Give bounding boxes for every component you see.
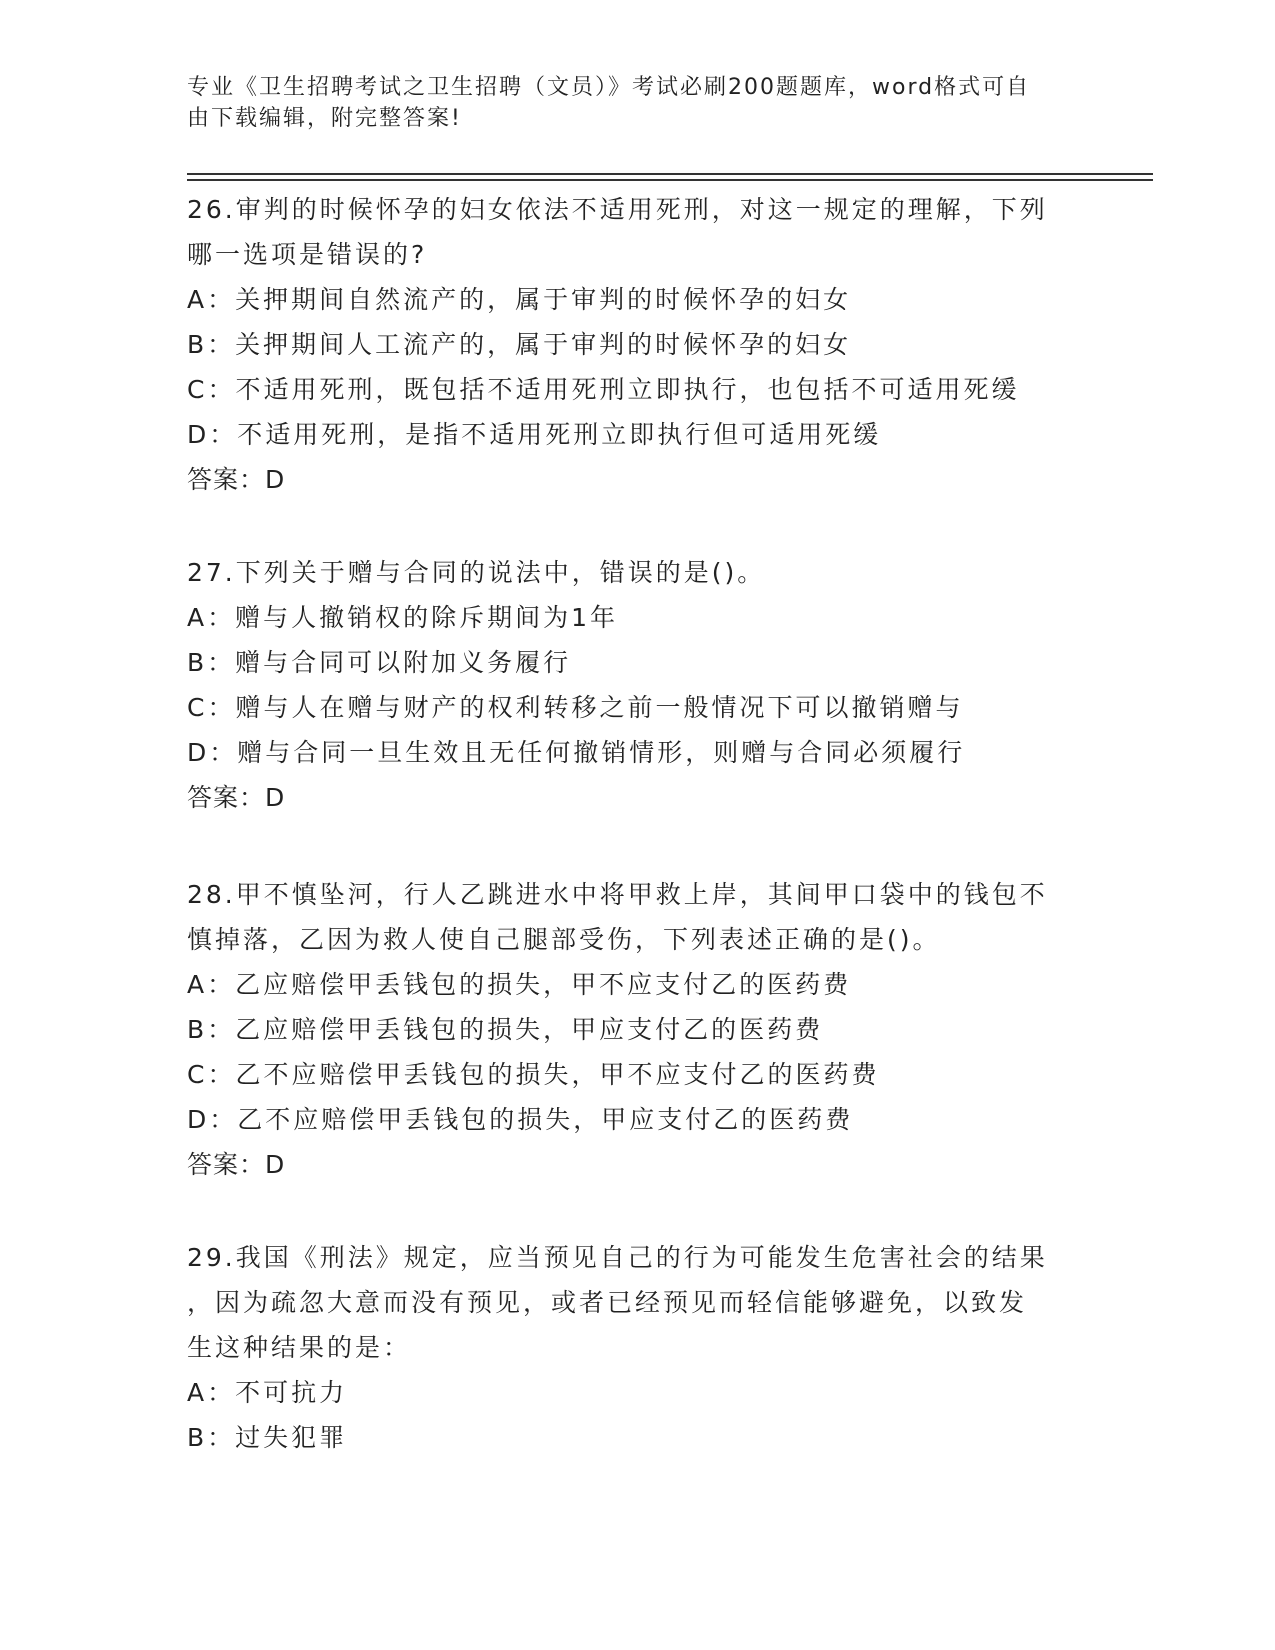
question-29 <box>187 1235 1087 1460</box>
header-divider-top <box>187 173 1153 175</box>
question-26-text-line-1: 26.审判的时候怀孕的妇女依法不适用死刑，对这一规定的理解，下列 <box>187 195 1048 224</box>
question-26-option-c: C：不适用死刑，既包括不适用死刑立即执行，也包括不可适用死缓 <box>187 375 1020 404</box>
question-28-option-d: D：乙不应赔偿甲丢钱包的损失，甲应支付乙的医药费 <box>187 1105 854 1134</box>
question-29-option-b: B：过失犯罪 <box>187 1423 348 1452</box>
question-28-text-line-2: 慎掉落，乙因为救人使自己腿部受伤，下列表述正确的是()。 <box>187 925 941 954</box>
question-27-answer: 答案：D <box>187 783 286 812</box>
question-29-text-line-3: 生这种结果的是： <box>187 1333 412 1362</box>
question-26 <box>187 187 1087 502</box>
question-27-text-line-1: 27.下列关于赠与合同的说法中，错误的是()。 <box>187 558 766 587</box>
header-line-2: 由下载编辑，附完整答案! <box>187 106 462 131</box>
question-28-text-line-1: 28.甲不慎坠河，行人乙跳进水中将甲救上岸，其间甲口袋中的钱包不 <box>187 880 1048 909</box>
question-27-option-b: B：赠与合同可以附加义务履行 <box>187 648 572 677</box>
question-28-answer: 答案：D <box>187 1150 286 1179</box>
question-26-option-d: D：不适用死刑，是指不适用死刑立即执行但可适用死缓 <box>187 420 882 449</box>
question-27-option-c: C：赠与人在赠与财产的权利转移之前一般情况下可以撤销赠与 <box>187 693 964 722</box>
question-28 <box>187 872 1087 1187</box>
question-28-option-b: B：乙应赔偿甲丢钱包的损失，甲应支付乙的医药费 <box>187 1015 824 1044</box>
document-header <box>187 72 1067 134</box>
question-27-option-a: A：赠与人撤销权的除斥期间为1年 <box>187 603 619 632</box>
question-29-option-a: A：不可抗力 <box>187 1378 348 1407</box>
question-27-option-d: D：赠与合同一旦生效且无任何撤销情形，则赠与合同必须履行 <box>187 738 966 767</box>
question-26-option-a: A：关押期间自然流产的，属于审判的时候怀孕的妇女 <box>187 285 852 314</box>
question-28-option-a: A：乙应赔偿甲丢钱包的损失，甲不应支付乙的医药费 <box>187 970 852 999</box>
question-26-text-line-2: 哪一选项是错误的? <box>187 240 428 269</box>
question-27 <box>187 550 1087 820</box>
question-26-option-b: B：关押期间人工流产的，属于审判的时候怀孕的妇女 <box>187 330 852 359</box>
question-26-answer: 答案：D <box>187 465 286 494</box>
question-29-text-line-2: ，因为疏忽大意而没有预见，或者已经预见而轻信能够避免，以致发 <box>187 1288 1028 1317</box>
question-28-option-c: C：乙不应赔偿甲丢钱包的损失，甲不应支付乙的医药费 <box>187 1060 880 1089</box>
header-line-1: 专业《卫生招聘考试之卫生招聘（文员）》考试必刷200题题库，word格式可自 <box>187 75 1031 100</box>
header-divider-bottom <box>187 179 1153 181</box>
question-29-text-line-1: 29.我国《刑法》规定，应当预见自己的行为可能发生危害社会的结果 <box>187 1243 1048 1272</box>
